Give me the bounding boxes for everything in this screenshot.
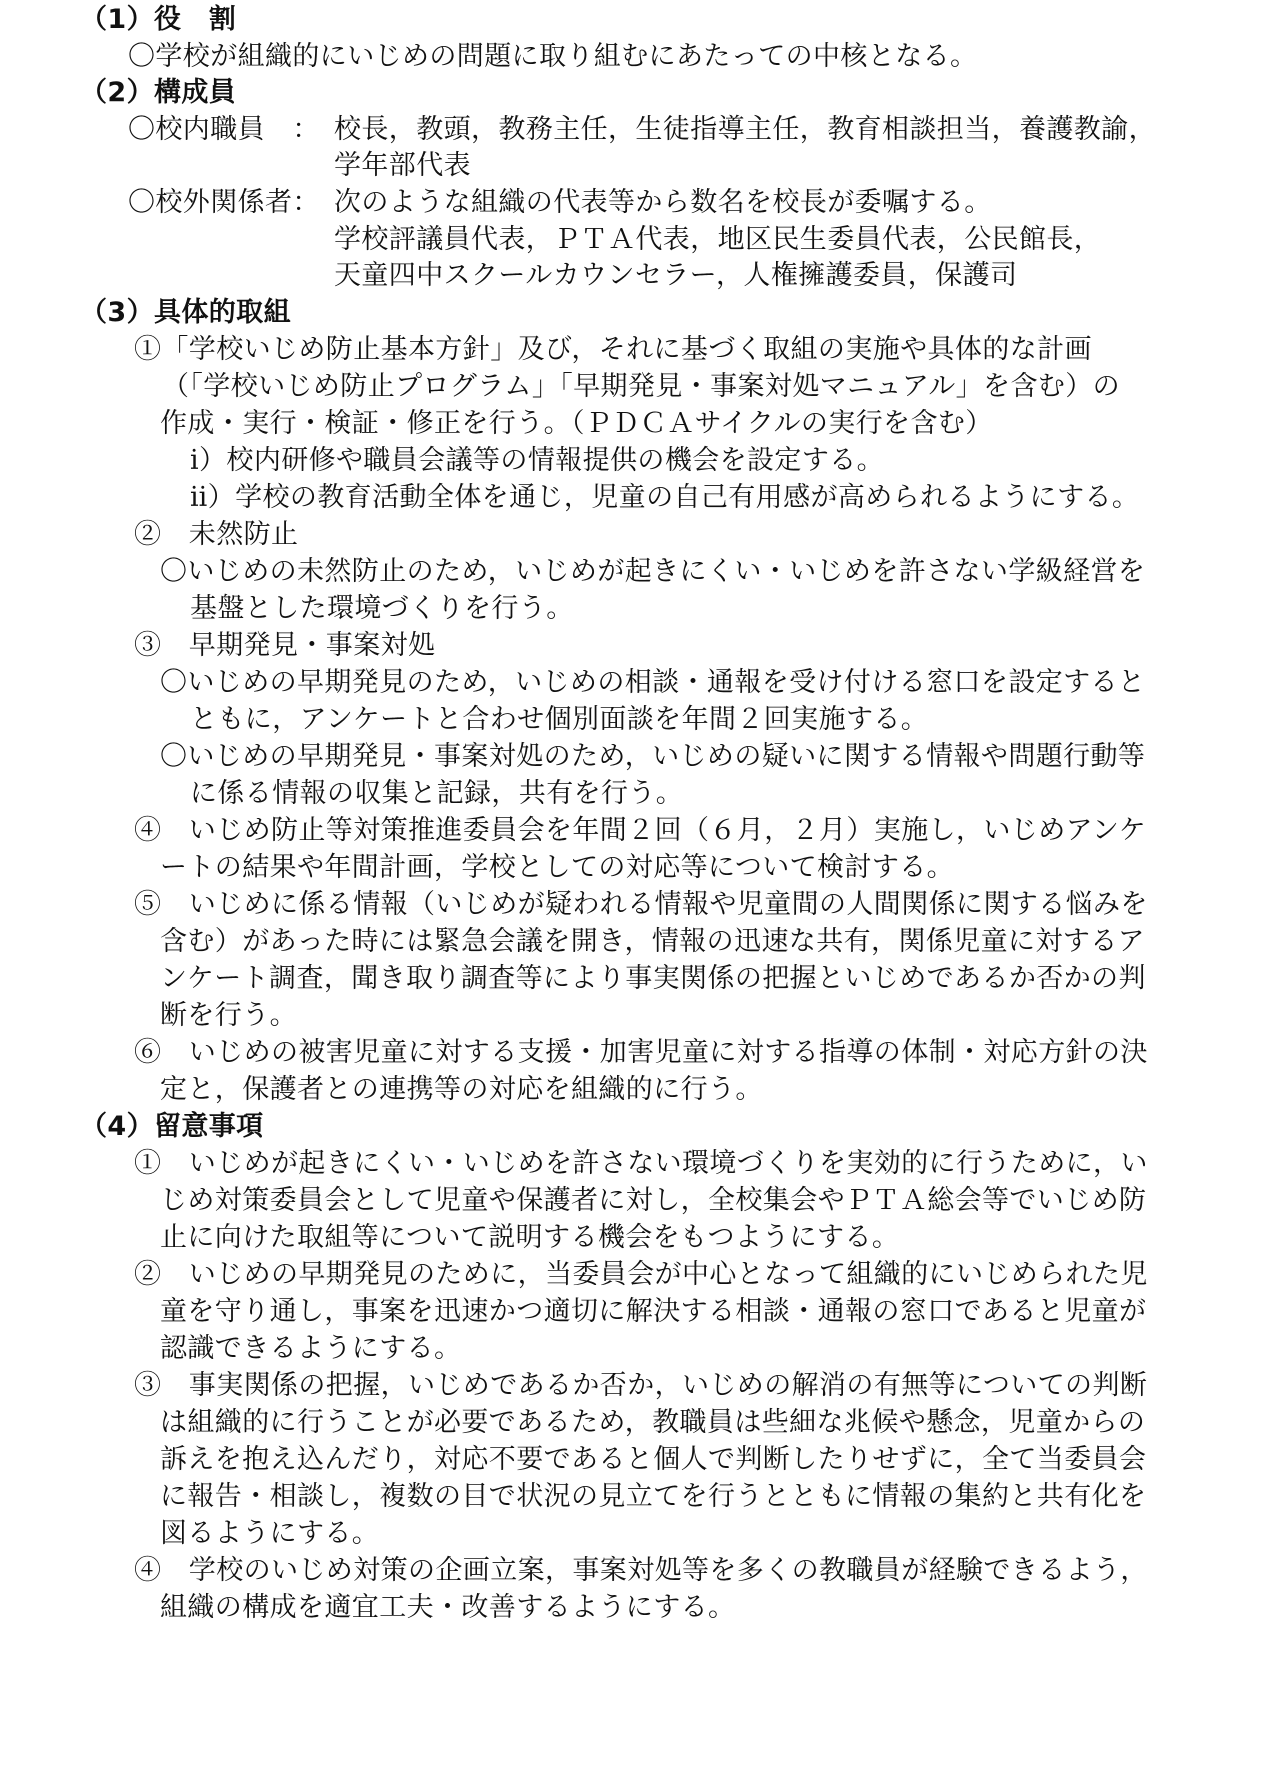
staff-label: 〇校内職員 ： [128, 114, 320, 145]
s3-item-6-line-1: ⑥ いじめの被害児童に対する支援・加害児童に対する指導の体制・対応方針の決 [134, 1037, 1148, 1068]
section-1-text: 〇学校が組織的にいじめの問題に取り組むにあたっての中核となる。 [128, 41, 978, 72]
s3-item-1-sub-ii: ⅱ）学校の教育活動全体を通じ，児童の自己有用感が高められるようにする。 [190, 482, 1140, 513]
external-line-1: 次のような組織の代表等から数名を校長が委嘱する。 [334, 187, 992, 218]
s3-item-1-line-1: ①「学校いじめ防止基本方針」及び，それに基づく取組の実施や具体的な計画 [134, 334, 1092, 365]
external-label: 〇校外関係者： [128, 187, 320, 218]
s3-item-5-line-1: ⑤ いじめに係る情報（いじめが疑われる情報や児童間の人間関係に関する悩みを [134, 889, 1148, 920]
s3-item-3-a-line-1: 〇いじめの早期発見のため，いじめの相談・通報を受け付ける窓口を設定すると [160, 667, 1146, 698]
s4-item-2-line-2: 童を守り通し，事案を迅速かつ適切に解決する相談・通報の窓口であると児童が [160, 1296, 1147, 1327]
s3-item-3-heading: ③ 早期発見・事案対処 [134, 630, 436, 661]
s3-item-2-heading: ② 未然防止 [134, 519, 299, 550]
s3-item-6-line-2: 定と，保護者との連携等の対応を組織的に行う。 [160, 1074, 763, 1105]
section-3-heading: （3）具体的取組 [80, 297, 291, 328]
section-1-heading: （1）役 割 [80, 4, 237, 35]
s3-item-1-sub-i: ⅰ）校内研修や職員会議等の情報提供の機会を設定する。 [190, 445, 885, 476]
staff-line-2: 学年部代表 [334, 150, 471, 181]
s4-item-3-line-4: に報告・相談し，複数の目で状況の見立てを行うとともに情報の集約と共有化を [160, 1481, 1147, 1512]
external-line-3: 天童四中スクールカウンセラー，人権擁護委員，保護司 [334, 260, 1018, 291]
staff-line-1: 校長，教頭，教務主任，生徒指導主任，教育相談担当，養護教諭， [334, 114, 1156, 145]
s3-item-3-b-line-1: 〇いじめの早期発見・事案対処のため，いじめの疑いに関する情報や問題行動等 [160, 741, 1146, 772]
s3-item-1-line-2: （「学校いじめ防止プログラム」「早期発見・事案対処マニュアル」を含む）の [162, 371, 1121, 402]
s3-item-5-line-2: 含む）があった時には緊急会議を開き，情報の迅速な共有，関係児童に対するア [160, 926, 1146, 957]
s3-item-5-line-3: ンケート調査，聞き取り調査等により事実関係の把握といじめであるか否かの判 [160, 963, 1146, 994]
external-line-2: 学校評議員代表，ＰＴＡ代表，地区民生委員代表，公民館長， [334, 224, 1102, 255]
s3-item-3-a-line-2: ともに，アンケートと合わせ個別面談を年間２回実施する。 [190, 704, 929, 735]
s4-item-2-line-3: 認識できるようにする。 [160, 1333, 462, 1364]
s4-item-3-line-1: ③ 事実関係の把握，いじめであるか否か，いじめの解消の有無等についての判断 [134, 1370, 1148, 1401]
s3-item-4-line-1: ④ いじめ防止等対策推進委員会を年間２回（６月，２月）実施し，いじめアンケ [134, 815, 1147, 846]
section-4-heading: （4）留意事項 [80, 1111, 264, 1142]
s3-item-2-line-1: 〇いじめの未然防止のため，いじめが起きにくい・いじめを許さない学級経営を [160, 556, 1146, 587]
section-2-heading: （2）構成員 [80, 77, 237, 108]
s4-item-3-line-3: 訴えを抱え込んだり，対応不要であると個人で判断したりせずに，全て当委員会 [160, 1444, 1147, 1475]
s4-item-4-line-2: 組織の構成を適宜工夫・改善するようにする。 [160, 1592, 736, 1623]
s4-item-1-line-3: 止に向けた取組等について説明する機会をもつようにする。 [160, 1222, 900, 1253]
s4-item-4-line-1: ④ 学校のいじめ対策の企画立案，事案対処等を多くの教職員が経験できるよう， [134, 1555, 1148, 1586]
s4-item-1-line-2: じめ対策委員会として児童や保護者に対し，全校集会やＰＴＡ総会等でいじめ防 [160, 1185, 1147, 1216]
s4-item-1-line-1: ① いじめが起きにくい・いじめを許さない環境づくりを実効的に行うために，い [134, 1148, 1148, 1179]
s4-item-3-line-5: 図るようにする。 [160, 1518, 380, 1549]
s3-item-1-line-3: 作成・実行・検証・修正を行う。（ＰＤＣＡサイクルの実行を含む） [160, 408, 993, 439]
s3-item-5-line-4: 断を行う。 [160, 1000, 297, 1031]
s3-item-2-line-2: 基盤とした環境づくりを行う。 [190, 593, 574, 624]
s4-item-3-line-2: は組織的に行うことが必要であるため，教職員は些細な兆候や懸念，児童からの [160, 1407, 1146, 1438]
s4-item-2-line-1: ② いじめの早期発見のために，当委員会が中心となって組織的にいじめられた児 [134, 1259, 1148, 1290]
s3-item-3-b-line-2: に係る情報の収集と記録，共有を行う。 [190, 778, 684, 809]
s3-item-4-line-2: ートの結果や年間計画，学校としての対応等について検討する。 [160, 852, 955, 883]
